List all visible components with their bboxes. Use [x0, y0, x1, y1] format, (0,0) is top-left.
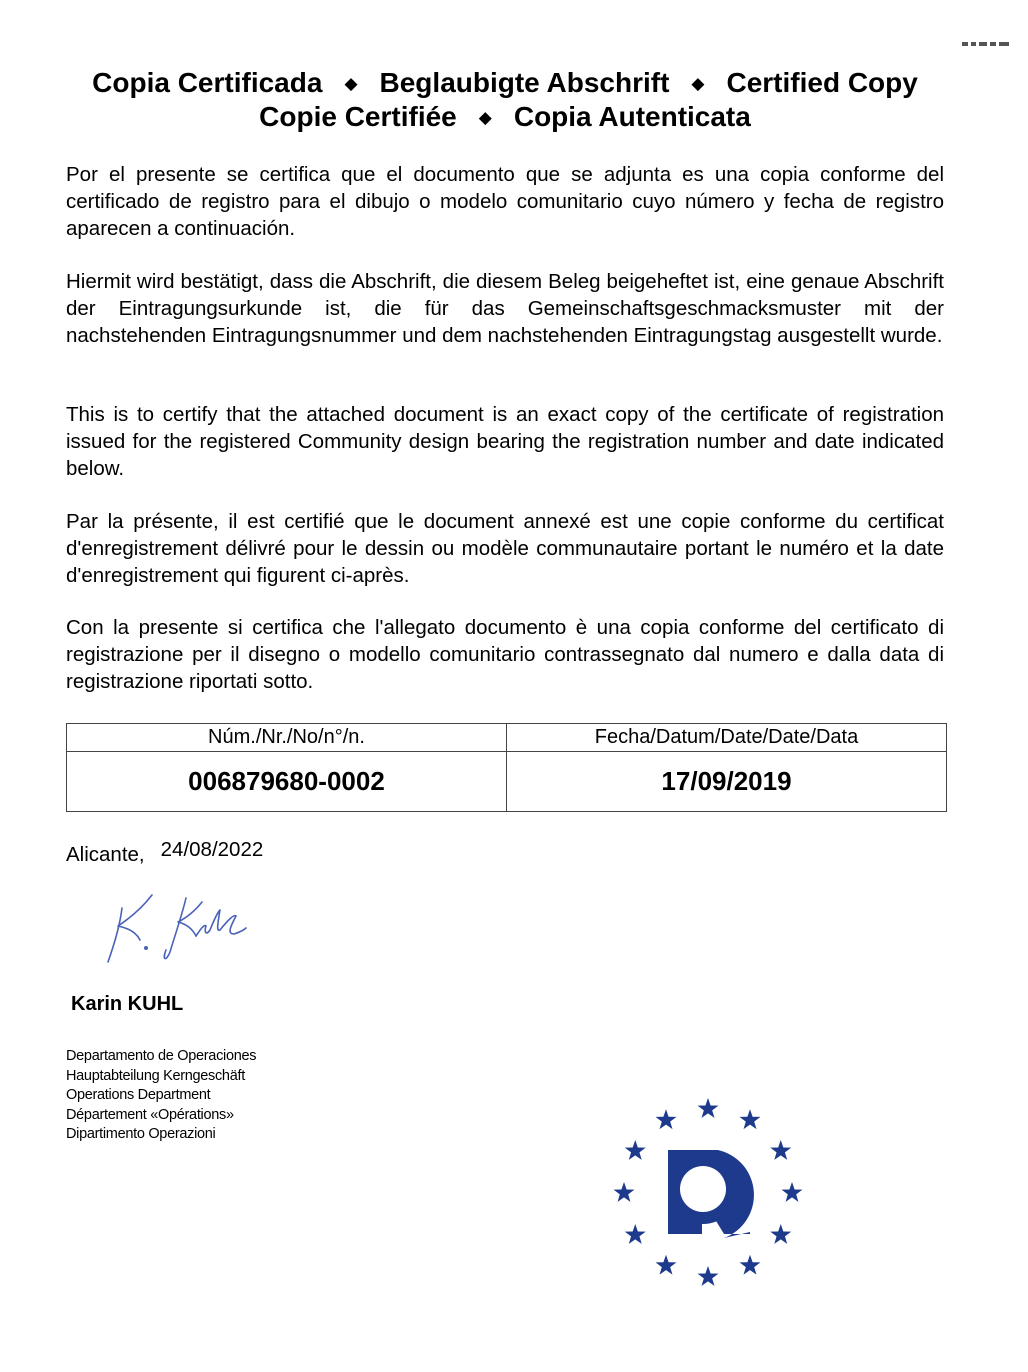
paragraph-spanish: Por el presente se certifica que el documento que se adjunta es una copia conforme del certificado de registro para el dibujo o modelo comunitario cuyo número y fecha de registro aparecen a continuación. [66, 163, 944, 240]
issue-place: Alicante, [66, 843, 145, 866]
registration-table [66, 723, 947, 812]
paragraph-italian: Con la presente si certifica che l'allegato documento è una copia conforme del certificato di registrazione per il disegno o modello comunitario contrassegnato dal numero e dalla data di registrazione riportati sotto. [66, 616, 944, 693]
title-line-2 [0, 100, 1010, 138]
title-es: Copia Certificada [92, 67, 323, 98]
logo-star-icon [656, 1109, 677, 1129]
date-header: Fecha/Datum/Date/Date/Data [507, 724, 947, 752]
logo-star-icon [740, 1255, 761, 1275]
paragraph-french: Par la présente, il est certifié que le document annexé est une copie conforme du certificat d'enregistrement délivré pour le dessin ou modèle communautaire portant le numéro et la date d'enregistrement qui figurent ci-après. [66, 510, 944, 587]
title-fr: Copie Certifiée [259, 101, 457, 132]
registration-date: 17/09/2019 [507, 752, 947, 812]
title-de: Beglaubigte Abschrift [379, 67, 670, 98]
logo-star-icon [782, 1182, 803, 1202]
handwritten-signature [100, 890, 250, 975]
issue-place-date [66, 838, 264, 867]
paragraph-english: This is to certify that the attached document is an exact copy of the certificate of registration issued for the registered Community design bearing the registration number and date indicated below. [66, 403, 944, 480]
department-es: Departamento de Operaciones [66, 1048, 257, 1064]
issue-date: 24/08/2022 [160, 838, 264, 861]
title-line-1 [0, 66, 1010, 104]
paragraph-german: Hiermit wird bestätigt, dass die Abschrift, die diesem Beleg beigeheftet ist, eine genaue Abschrift der Eintragungsurkunde ist, die für das Gemeinschaftsgeschmacksmuster mit der nachstehenden Eintragungsnummer und dem nachstehenden Eintragungstag ausgestellt wurde. [66, 270, 944, 347]
logo-star-icon [625, 1224, 646, 1244]
department-de: Hauptabteilung Kerngeschäft [66, 1067, 245, 1084]
logo-star-icon [770, 1140, 791, 1160]
department-en: Operations Department [66, 1087, 211, 1103]
diamond-separator-icon: ◆ [344, 74, 358, 93]
title-en: Certified Copy [726, 67, 918, 98]
diamond-separator-icon: ◆ [478, 108, 492, 127]
department-list [66, 1047, 256, 1145]
number-header: Núm./Nr./No/n°/n. [67, 724, 507, 752]
logo-star-icon [740, 1109, 761, 1129]
top-right-page-fragment [962, 34, 1020, 40]
logo-star-icon [698, 1266, 719, 1286]
title-it: Copia Autenticata [513, 101, 751, 132]
diamond-separator-icon: ◆ [691, 74, 705, 93]
logo-star-icon [698, 1098, 719, 1118]
logo-star-icon [625, 1140, 646, 1160]
logo-star-icon [656, 1255, 677, 1275]
euipo-r-stars-logo-icon [600, 1090, 816, 1301]
department-fr: Département «Opérations» [66, 1106, 234, 1123]
department-it: Dipartimento Operazioni [66, 1126, 216, 1142]
logo-star-icon [614, 1182, 635, 1202]
registration-number: 006879680-0002 [67, 752, 507, 812]
signatory-name: Karin KUHL [71, 993, 184, 1015]
logo-star-icon [770, 1224, 791, 1244]
